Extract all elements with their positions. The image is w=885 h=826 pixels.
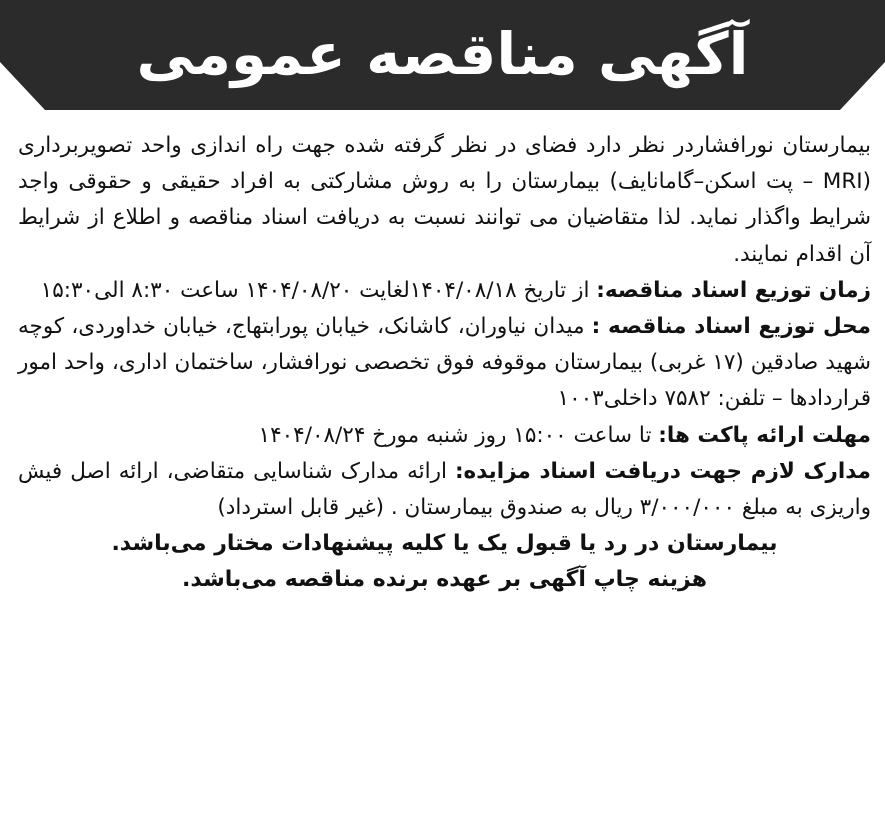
closing-line-1: بیمارستان در رد یا قبول یک یا کلیه پیشنهادات مختار می‌باشد. [111,531,778,557]
distribution-time-label: زمان توزیع اسناد مناقصه: [596,277,871,303]
distribution-place [18,309,871,418]
submission-deadline-label: مهلت ارائه پاکت ها: [658,422,871,448]
required-documents [18,454,871,526]
submission-deadline-value: تا ساعت ۱۵:۰۰ روز شنبه مورخ ۱۴۰۴/۰۸/۲۴ [258,422,652,448]
required-documents-label: مدارک لازم جهت دریافت اسناد مزایده: [454,458,871,484]
required-documents-value: ارائه مدارک شناسایی متقاضی، ارائه اصل فیش واریزی به مبلغ ۳/۰۰۰/۰۰۰ ریال به صندوق بیمارستان . (غیر قابل استرداد) [18,458,871,521]
distribution-place-label: محل توزیع اسناد مناقصه : [591,314,871,340]
distribution-time [18,273,871,309]
header-banner [0,0,885,118]
notice-body [18,128,871,820]
submission-deadline [18,418,871,454]
closing-line-2: هزینه چاپ آگهی بر عهده برنده مناقصه می‌باشد. [182,567,707,593]
intro-paragraph: بیمارستان نورافشاردر نظر دارد فضای در نظر گرفته شده جهت راه اندازی واحد تصویربرداری (MRI – پت اسکن–گامانایف) بیمارستان را به روش مشارکتی به افراد حقیقی و حقوقی واجد شرایط واگذار نماید. لذا متقاضیان می توانند نسبت به دریافت اسناد مناقصه و اطلاع از شرایط آن اقدام نمایند. [18,133,871,267]
distribution-time-value: از تاریخ ۱۴۰۴/۰۸/۱۸لغایت ۱۴۰۴/۰۸/۲۰ ساعت ۸:۳۰ الی۱۵:۳۰ [40,277,590,303]
page-title: آگهی مناقصه عمومی [136,20,749,88]
distribution-place-value: میدان نیاوران، کاشانک، خیابان پورابتهاج، خیابان خداوردی، کوچه شهید صادقین (۱۷ غربی) بیمارستان موقوفه فوق تخصصی نورافشار، ساختمان اداری، واحد امور قراردادها – تلفن: ۷۵۸۲ داخلی۱۰۰۳ [18,314,871,412]
